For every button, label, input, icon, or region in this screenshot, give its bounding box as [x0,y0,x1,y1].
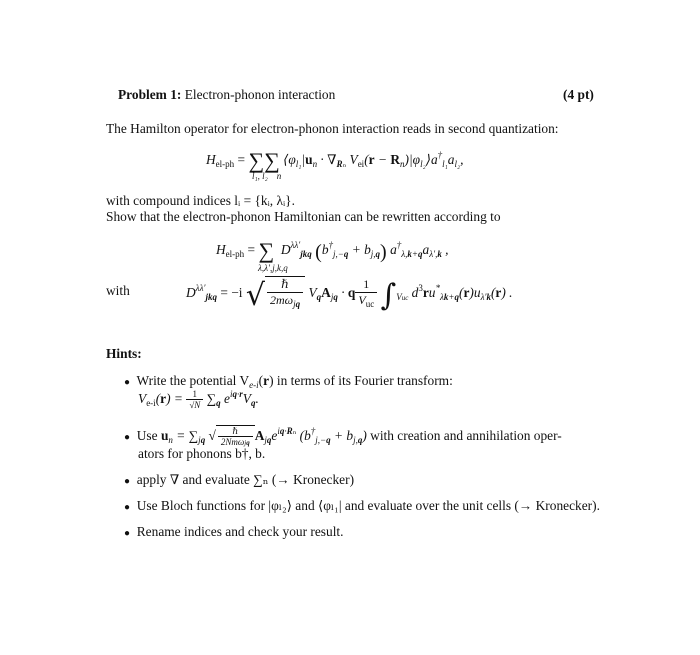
show-that-text: Show that the electron-phonon Hamiltonian can be rewritten according to [106,209,501,224]
hint-1-formula: $V_{e-i}(r)$ = $\frac{1}{√N}$ $\sum_q$ $e^{iq\cdot r}V_q$. [138,389,259,411]
intro-text: The Hamilton operator for electron-phonon interaction reads in second quantization: [106,121,559,136]
equation2-sum-limits: λ,λ′,j,k,q [258,263,288,273]
hints-title: Hints: [106,346,142,361]
equation-rewritten: $H_{el-ph}$ = ∑ $D^{\lambda\lambda'}_{jkq}$ $(b^\dagger_{j,-q} + b_{j,q})$ $a^\dagger_{\lambda,k+q}a_{\lambda',k}$ , [216,238,449,263]
hint-5: ● Rename indices and check your result. [124,524,344,539]
bullet-icon: ● [124,476,131,487]
compound-indices-text: with compound indices lᵢ = {kᵢ, λᵢ}. [106,193,295,208]
hint-4: ● Use Bloch functions for |φₗ₂⟩ and ⟨φₗ₁| and evaluate over the unit cells (→ Kronecker). [124,498,600,513]
equation-hamiltonian: $H_{el-ph}$ = ∑∑ $⟨\varphi_{l_1}|u_n \cdot \nabla_{R_n}$ $V_{ei}(r$ − $R_n)|\varphi_{l_2}⟩a^\dagger_{l_1}a_{l_2}$, [206,148,464,173]
equation-sum-limits: l₁, l₂ n [252,171,282,181]
problem-points: (4 pt) [563,87,594,102]
bullet-icon: ● [124,432,131,444]
bullet-icon: ● [124,528,131,539]
problem-label: Problem 1: [118,87,182,102]
hint-2: ● Use $u_n = \sum_{jq}$ √ $\frac{\text{ℏ}}{\text{2Nmωjq}}$ $A_{jq}e^{iq\cdot R_n}$ $(b^\dagger_{j,-q} + b_{j,q})$ with creation and annihilation oper- [124,426,562,447]
equation-coupling: $D^{\lambda\lambda'}_{jkq} = -i$ √ $\frac{\text{ℏ}}{2m\omega_{jq}}$ $V_qA_{jq} \cdot q$ $\frac{1}{V_{uc}}$ $\int_{Vuc}$ $d^3ru^*_{\lambda k+q}(r)u_{\lambda'k}(r)$ . [186,277,513,314]
problem-header [118,87,335,103]
hint-1: ● Write the potential $V_{e-i}(r)$ in terms of its Fourier transform: [124,373,453,390]
hint-3: ● apply ∇ and evaluate ∑ₙ (→ Kronecker) [124,472,355,487]
with-text: with [106,283,130,298]
bullet-icon: ● [124,377,131,388]
bullet-icon: ● [124,502,131,513]
hint-2-cont: ators for phonons b†, b. [138,446,266,461]
problem-title: Electron-phonon interaction [184,87,336,102]
